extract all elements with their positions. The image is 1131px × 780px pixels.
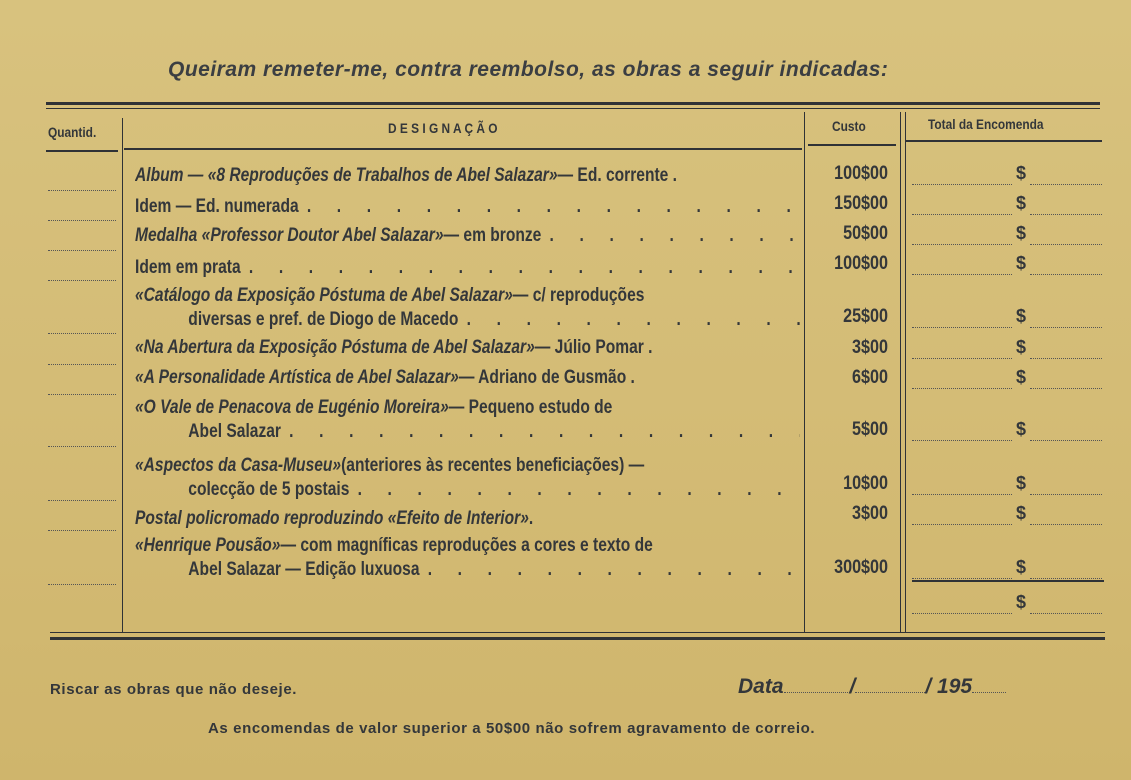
shipping-note: As encomendas de valor superior a 50$00 não sofrem agravamento de correio. [208, 720, 816, 737]
currency-symbol: $ [1016, 473, 1027, 493]
currency-symbol: $ [1016, 223, 1027, 243]
designation-text: — Júlio Pomar . [534, 337, 653, 358]
item-total-field[interactable] [912, 253, 1102, 277]
column-header-total: Total da Encomenda [928, 116, 1044, 132]
date-year: / 195 [925, 675, 973, 698]
item-total-field[interactable] [912, 419, 1102, 443]
designation-text: Abel Salazar [188, 421, 281, 442]
designation-text: «O Vale de Penacova de Eugénio Moreira» [135, 397, 449, 418]
item-designation [135, 535, 800, 581]
currency-symbol: $ [1016, 193, 1027, 213]
designation-line [135, 479, 800, 501]
top-rule-thin [46, 108, 1100, 109]
designation-line [135, 285, 800, 307]
item-designation [135, 367, 800, 389]
currency-symbol: $ [1016, 253, 1027, 273]
designation-text: Idem — Ed. numerada [135, 196, 299, 217]
column-divider [900, 112, 901, 632]
designation-text: colecção de 5 postais [188, 479, 350, 500]
designation-text: Abel Salazar — Edição luxuosa [188, 559, 420, 580]
currency-symbol: $ [1016, 592, 1027, 612]
column-divider [804, 112, 805, 632]
dot-leader [299, 196, 800, 218]
dot-leader [541, 225, 800, 247]
column-header-designation: D E S I G N A Ç Ã O [388, 120, 498, 136]
item-designation [135, 508, 800, 530]
designation-line [135, 421, 800, 443]
designation-text: «Henrique Pousão» [135, 535, 281, 556]
item-price: 3$00 [852, 337, 888, 358]
column-divider [905, 112, 906, 632]
item-total-field[interactable] [912, 367, 1102, 391]
item-designation [135, 455, 800, 501]
dot-leader [419, 559, 800, 581]
designation-line [135, 337, 800, 359]
date-label: Data [738, 675, 784, 698]
designation-text: «A Personalidade Artística de Abel Salazar» [135, 367, 459, 388]
designation-text: . [528, 508, 534, 529]
item-designation [135, 285, 800, 331]
dot-leader [241, 257, 800, 279]
designation-text: «Catálogo da Exposição Póstuma de Abel Salazar» [135, 285, 513, 306]
total-header-rule [906, 140, 1102, 142]
quantity-field[interactable] [48, 393, 116, 395]
designation-text: Medalha «Professor Doutor Abel Salazar» [135, 225, 444, 246]
item-price: 300$00 [834, 557, 888, 578]
designation-line [135, 397, 800, 419]
item-price: 100$00 [834, 163, 888, 184]
item-price: 5$00 [852, 419, 888, 440]
currency-symbol: $ [1016, 163, 1027, 183]
designation-text: «Na Abertura da Exposição Póstuma de Abel Salazar» [135, 337, 535, 358]
bottom-rule-thin [50, 632, 1105, 633]
form-heading: Queiram remeter-me, contra reembolso, as obras a seguir indicadas: [168, 58, 889, 81]
currency-symbol: $ [1016, 337, 1027, 357]
designation-text: — Ed. corrente . [557, 165, 677, 186]
quantity-field[interactable] [48, 499, 116, 501]
designation-text: Postal policromado reproduzindo «Efeito de Interior» [135, 508, 529, 529]
quantity-field[interactable] [48, 249, 116, 251]
designation-header-rule [124, 148, 802, 150]
item-price: 10$00 [843, 473, 888, 494]
item-total-field[interactable] [912, 503, 1102, 527]
item-price: 6$00 [852, 367, 888, 388]
date-field[interactable] [738, 675, 1006, 699]
designation-text: — c/ reproduções [512, 285, 645, 306]
designation-line [135, 559, 800, 581]
item-designation [135, 225, 800, 247]
designation-text: Album — «8 Reproduções de Trabalhos de Abel Salazar» [135, 165, 558, 186]
designation-text: «Aspectos da Casa-Museu» [135, 455, 342, 476]
item-total-field[interactable] [912, 337, 1102, 361]
strike-note: Riscar as obras que não deseje. [50, 681, 298, 698]
item-total-field[interactable] [912, 223, 1102, 247]
column-divider [122, 118, 123, 633]
item-total-field[interactable] [912, 163, 1102, 187]
designation-text: — Adriano de Gusmão . [458, 367, 635, 388]
designation-text: — Pequeno estudo de [448, 397, 613, 418]
quantity-field[interactable] [48, 529, 116, 531]
item-designation [135, 397, 800, 443]
item-price: 50$00 [843, 223, 888, 244]
designation-line [135, 165, 800, 187]
quantity-field[interactable] [48, 363, 116, 365]
column-header-quantity: Quantid. [48, 124, 97, 140]
item-price: 150$00 [834, 193, 888, 214]
designation-line [135, 309, 800, 331]
quantity-field[interactable] [48, 279, 116, 281]
dot-leader [349, 479, 800, 501]
designation-line [135, 257, 800, 279]
dot-leader [281, 421, 800, 443]
designation-line [135, 508, 800, 530]
quantity-field[interactable] [48, 583, 116, 585]
currency-symbol: $ [1016, 419, 1027, 439]
column-header-cost: Custo [832, 118, 866, 134]
quantity-field[interactable] [48, 332, 116, 334]
item-designation [135, 257, 800, 279]
designation-line [135, 196, 800, 218]
designation-text: (anteriores às recentes beneficiações) — [341, 455, 645, 476]
item-total-field[interactable] [912, 557, 1102, 581]
bottom-rule [50, 637, 1105, 640]
designation-text: Idem em prata [135, 257, 241, 278]
item-designation [135, 337, 800, 359]
item-price: 3$00 [852, 503, 888, 524]
date-separator: / [849, 675, 856, 698]
grand-total-field[interactable] [912, 592, 1102, 616]
item-total-field[interactable] [912, 306, 1102, 330]
item-total-field[interactable] [912, 473, 1102, 497]
quantity-field[interactable] [48, 219, 116, 221]
designation-line [135, 225, 800, 247]
quantity-field[interactable] [48, 445, 116, 447]
item-designation [135, 196, 800, 218]
designation-line [135, 367, 800, 389]
designation-line [135, 535, 800, 557]
currency-symbol: $ [1016, 306, 1027, 326]
dot-leader [458, 309, 800, 331]
designation-text: — em bronze [443, 225, 542, 246]
qty-header-rule [46, 150, 118, 152]
designation-text: — com magníficas reproduções a cores e texto de [280, 535, 653, 556]
item-price: 100$00 [834, 253, 888, 274]
item-price: 25$00 [843, 306, 888, 327]
item-total-field[interactable] [912, 193, 1102, 217]
cost-header-rule [808, 144, 896, 146]
quantity-field[interactable] [48, 189, 116, 191]
designation-text: diversas e pref. de Diogo de Macedo [188, 309, 459, 330]
currency-symbol: $ [1016, 557, 1027, 577]
item-designation [135, 165, 800, 187]
currency-symbol: $ [1016, 367, 1027, 387]
currency-symbol: $ [1016, 503, 1027, 523]
top-rule [46, 102, 1100, 105]
designation-line [135, 455, 800, 477]
